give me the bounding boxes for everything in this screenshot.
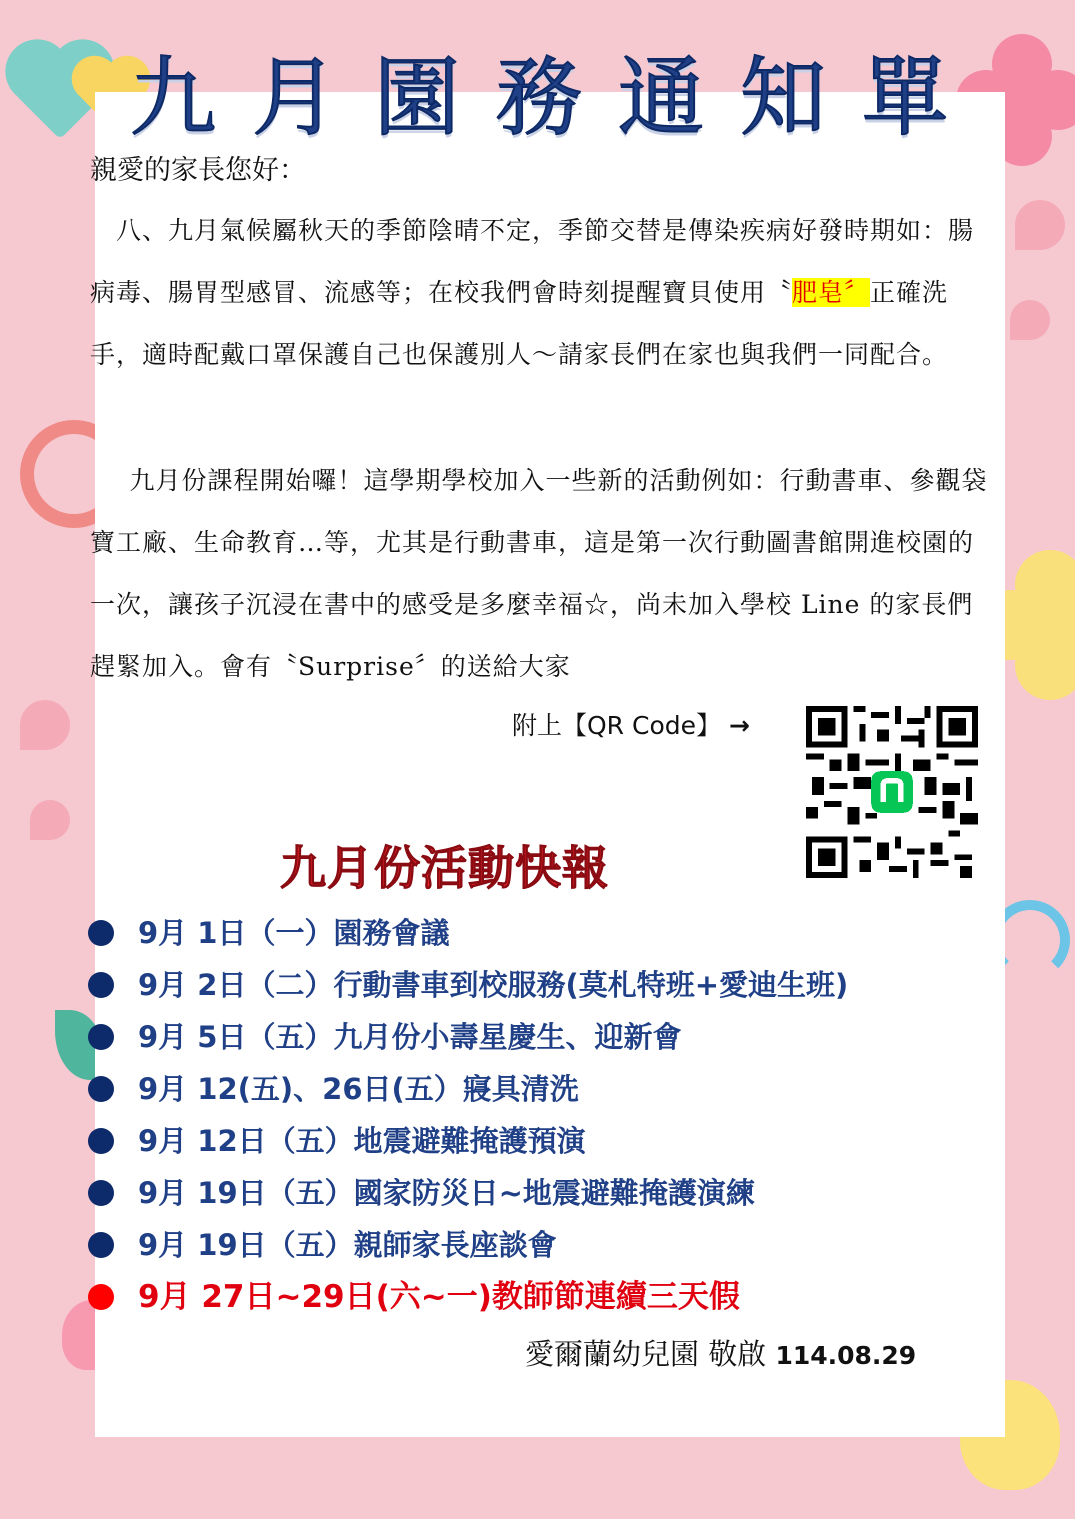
event-item-holiday — [88, 1271, 848, 1323]
event-item — [88, 1219, 848, 1271]
event-item — [88, 1115, 848, 1167]
petal-decoration — [1010, 300, 1050, 340]
bullet-icon — [88, 1024, 114, 1050]
event-text: 9月 1日（一）園務會議 — [138, 916, 450, 950]
health-paragraph-text: 八、九月氣候屬秋天的季節陰晴不定，季節交替是傳染疾病好發時期如：腸病毒、腸胃型感冒、流感等；在校我們會時刻提醒寶貝使用〝 — [90, 216, 975, 307]
curriculum-paragraph-text: 九月份課程開始囉！這學期學校加入一些新的活動例如：行動書車、參觀袋寶工廠、生命教育…等，尤其是行動書車，這是第一次行動圖書館開進校園的一次，讓孩子沉浸在書中的感受是多麼幸福☆，尚未加入學校 Line 的家長們趕緊加入。會有〝Surprise〞的送給大家 — [90, 466, 988, 681]
petal-decoration — [1015, 200, 1065, 250]
bullet-icon — [88, 920, 114, 946]
bullet-icon — [88, 1076, 114, 1102]
event-item — [88, 1011, 848, 1063]
health-paragraph-text-end: 正確洗手，適時配戴口罩保護自己也保護別人～請家長們在家也與我們一同配合。 — [90, 278, 949, 369]
bullet-icon — [88, 1128, 114, 1154]
signature-text: 愛爾蘭幼兒園 敬啟 — [525, 1337, 767, 1371]
signature — [525, 1332, 916, 1373]
right-arrow-icon: → — [728, 711, 750, 740]
bullet-icon — [88, 1232, 114, 1258]
bullet-icon — [88, 972, 114, 998]
bullet-icon — [88, 1284, 114, 1310]
health-paragraph — [90, 200, 990, 386]
event-item — [88, 907, 848, 959]
greeting: 親愛的家長您好： — [90, 155, 306, 186]
event-list — [88, 907, 848, 1323]
petal-decoration — [20, 700, 70, 750]
signature-date: 114.08.29 — [775, 1341, 917, 1370]
qr-code[interactable] — [806, 706, 978, 878]
event-text: 9月 19日（五）親師家長座談會 — [138, 1228, 557, 1262]
section-title: 九月份活動快報 — [280, 841, 609, 895]
event-text: 9月 12日（五）地震避難掩護預演 — [138, 1124, 586, 1158]
curriculum-paragraph — [90, 450, 990, 698]
bullet-icon — [88, 1180, 114, 1206]
soap-highlight: 肥皂〞 — [792, 278, 871, 307]
qr-caption — [512, 706, 750, 742]
page-title: 九月園務通知單 — [130, 48, 984, 148]
event-text: 9月 12(五)、26日(五）寢具清洗 — [138, 1072, 579, 1106]
event-item — [88, 1167, 848, 1219]
event-text: 9月 5日（五）九月份小壽星慶生、迎新會 — [138, 1020, 682, 1054]
event-item — [88, 959, 848, 1011]
qr-caption-text: 附上【QR Code】 — [512, 711, 721, 740]
event-item — [88, 1063, 848, 1115]
event-text: 9月 27日~29日(六~一)教師節連續三天假 — [138, 1279, 740, 1315]
petal-decoration — [30, 800, 70, 840]
event-text: 9月 19日（五）國家防災日~地震避難掩護演練 — [138, 1176, 755, 1210]
yellow-flower-decoration — [1015, 590, 1075, 660]
event-text: 9月 2日（二）行動書車到校服務(莫札特班+愛迪生班) — [138, 968, 849, 1002]
line-app-icon — [871, 771, 913, 813]
